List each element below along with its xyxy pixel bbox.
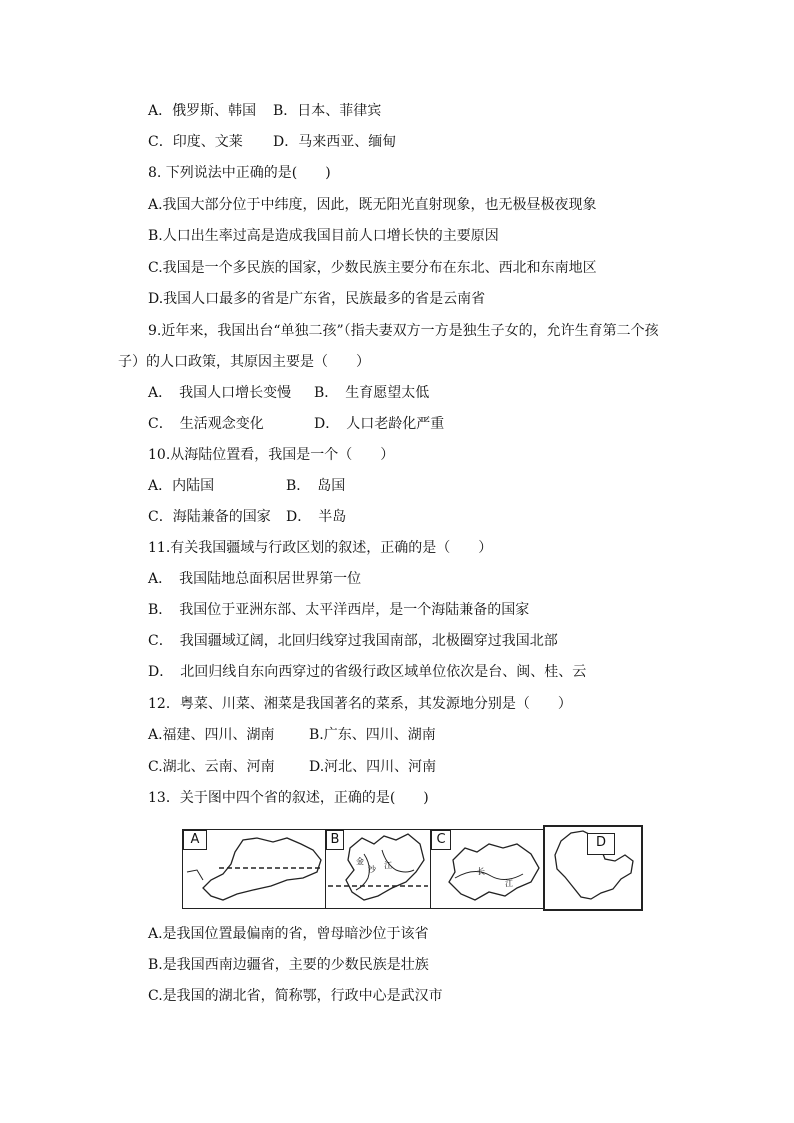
q9-option-d: D． 人口老龄化严重 [314, 416, 445, 432]
map-b-river-text-3: 江 [384, 861, 392, 870]
map-c-river-text-2: 江 [505, 879, 513, 888]
q9-option-b: B． 生育愿望太低 [314, 385, 430, 401]
province-map-b [325, 829, 431, 909]
q8-option-b: B.人口出生率过高是造成我国目前人口增长快的主要原因 [148, 228, 499, 244]
q7-option-b: B．日本、菲律宾 [273, 103, 382, 119]
map-label-c: C [431, 830, 451, 850]
q10-option-c: C．海陆兼备的国家 [148, 509, 271, 525]
province-map-c [430, 829, 544, 909]
q11-option-a: A． 我国陆地总面积居世界第一位 [148, 571, 362, 587]
q7-option-c: C．印度、文莱 [148, 134, 243, 150]
q9-option-c: C． 生活观念变化 [148, 416, 264, 432]
q10-stem: 10.从海陆位置看，我国是一个（ ） [148, 447, 395, 463]
map-b-river-text-1: 金 [356, 857, 364, 866]
q9-stem-line2: 子）的人口政策，其原因主要是（ ） [118, 354, 370, 370]
q12-option-d: D.河北、四川、河南 [309, 759, 437, 775]
q10-option-b: B． 岛国 [286, 478, 346, 494]
q7-option-a: A．俄罗斯、韩国 [148, 103, 257, 119]
province-map-a [182, 829, 326, 909]
q11-stem: 11.有关我国疆域与行政区划的叙述，正确的是（ ） [148, 540, 493, 556]
q11-option-b: B． 我国位于亚洲东部、太平洋西岸，是一个海陆兼备的国家 [148, 602, 530, 618]
q13-option-c: C.是我国的湖北省，简称鄂，行政中心是武汉市 [148, 988, 443, 1004]
map-c-river-text-1: 长 [477, 867, 485, 876]
q12-option-b: B.广东、四川、湖南 [309, 727, 436, 743]
map-b-river-text-2: 沙 [368, 865, 376, 874]
q9-option-a: A． 我国人口增长变慢 [148, 385, 292, 401]
q10-option-d: D． 半岛 [286, 509, 347, 525]
q8-option-d: D.我国人口最多的省是广东省，民族最多的省是云南省 [148, 291, 486, 307]
q9-stem-line1: 9.近年来，我国出台“单独二孩”（指夫妻双方一方是独生子女的，允许生育第二个孩 [148, 323, 659, 339]
q8-option-a: A.我国大部分位于中纬度，因此，既无阳光直射现象，也无极昼极夜现象 [148, 197, 597, 213]
q12-option-c: C.湖北、云南、河南 [148, 759, 275, 775]
q13-option-b: B.是我国西南边疆省，主要的少数民族是壮族 [148, 957, 429, 973]
q7-option-d: D．马来西亚、缅甸 [273, 134, 397, 150]
q10-option-a: A．内陆国 [148, 478, 215, 494]
q8-option-c: C.我国是一个多民族的国家，少数民族主要分布在东北、西北和东南地区 [148, 260, 597, 276]
map-label-a: A [183, 830, 207, 850]
q8-stem: 8. 下列说法中正确的是( ) [148, 165, 331, 181]
province-map-d [543, 825, 643, 911]
q11-option-d: D． 北回归线自东向西穿过的省级行政区域单位依次是台、闽、桂、云 [148, 664, 587, 680]
q13-option-a: A.是我国位置最偏南的省，曾母暗沙位于该省 [148, 926, 429, 942]
q11-option-c: C． 我国疆域辽阔，北回归线穿过我国南部，北极圈穿过我国北部 [148, 633, 558, 649]
map-label-d: D [587, 833, 615, 855]
q12-option-a: A.福建、四川、湖南 [148, 727, 275, 743]
province-maps [182, 825, 642, 909]
map-label-b: B [326, 830, 344, 850]
q13-stem: 13．关于图中四个省的叙述，正确的是( ) [148, 790, 429, 806]
q12-stem: 12．粤菜、川菜、湘菜是我国著名的菜系，其发源地分别是（ ） [148, 696, 572, 712]
